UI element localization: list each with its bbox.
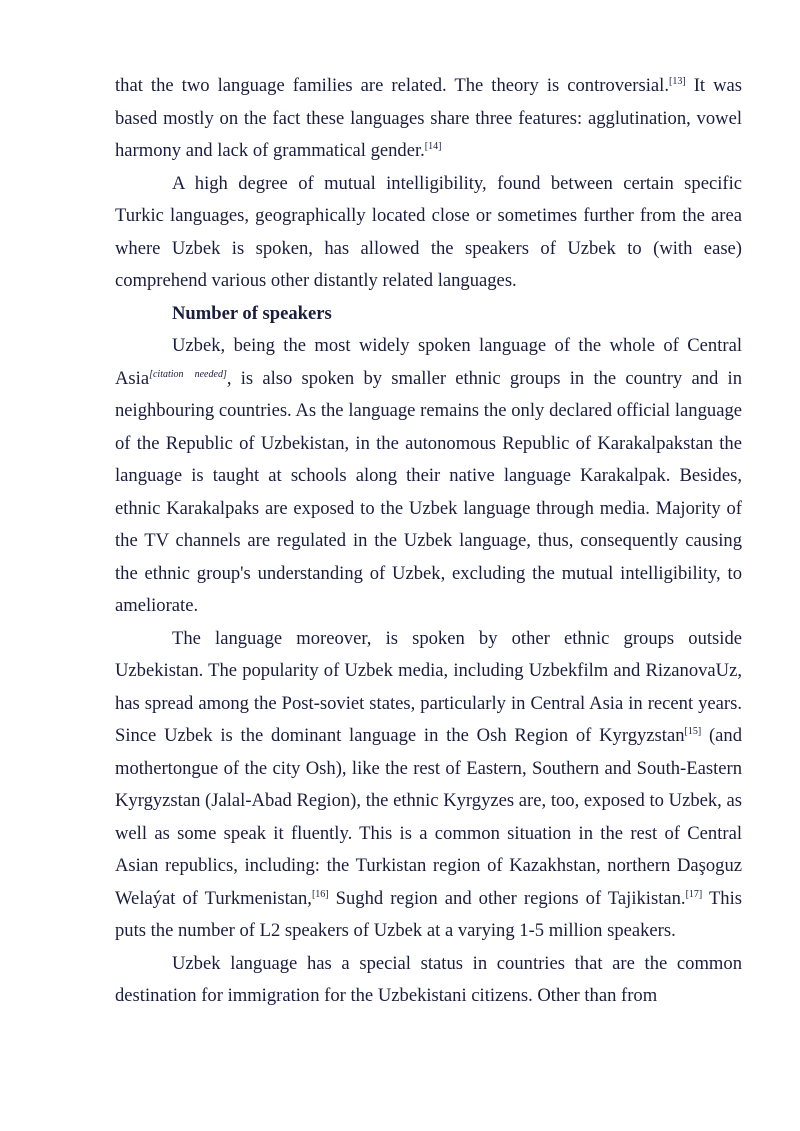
reference-17[interactable]: [17] [685, 888, 703, 900]
paragraph-central-asia: Uzbek, being the most widely spoken language of the whole of Central Asia[citation needed], is also spoken by smaller ethnic groups in the country and in neighbouring countries. As the language remains the only declared official language of the Republic of Uzbekistan, in the autonomous Republic of Karakalpakstan the language is taught at schools along their native language Karakalpak. Besides, ethnic Karakalpaks are exposed to the Uzbek language through media. Majority of the TV channels are regulated in the Uzbek language, thus, consequently causing the ethnic group's understanding of Uzbek, excluding the mutual intelligibility, to ameliorate. [115, 335, 742, 616]
reference-16[interactable]: [16] [311, 888, 329, 900]
citation-needed-tag[interactable]: [citation needed] [149, 368, 227, 380]
reference-13[interactable]: [13] [668, 76, 686, 87]
document-page [115, 70, 742, 1013]
reference-14[interactable]: [14] [424, 141, 442, 152]
reference-15[interactable]: [15] [684, 726, 702, 737]
section-heading-number-of-speakers: Number of speakers [172, 302, 332, 324]
paragraph-mutual-intelligibility: A high degree of mutual intelligibility, found between certain specific Turkic languages, geographically located close or sometimes further from the area where Uzbek is spoken, has allowed the speakers of Uzbek to (with ease) comprehend various other distantly related languages. [115, 172, 742, 291]
paragraph-special-status: Uzbek language has a special status in countries that are the common destination for immigration for the Uzbekistani citizens. Other than from [115, 952, 742, 1006]
paragraph-language-families: that the two language families are related. The theory is controversial.[13] It was based mostly on the fact these languages share three features: agglutination, vowel harmony and lack of grammatical gender.[14] [115, 75, 743, 161]
paragraph-outside-uzbekistan: The language moreover, is spoken by other ethnic groups outside Uzbekistan. The popularity of Uzbek media, including Uzbekfilm and RizanovaUz, has spread among the Post-soviet states, particularly in Central Asia in recent years. Since Uzbek is the dominant language in the Osh Region of Kyrgyzstan[15] (and mothertongue of the city Osh), like the rest of Eastern, Southern and South-Eastern Kyrgyzstan (Jalal-Abad Region), the ethnic Kyrgyzes are, too, exposed to Uzbek, as well as some speak it fluently. This is a common situation in the rest of Central Asian republics, including: the Turkistan region of Kazakhstan, northern Daşoguz Welaýat of Turkmenistan,[16] Sughd region and other regions of Tajikistan.[17] This puts the number of L2 speakers of Uzbek at a varying 1-5 million speakers. [115, 627, 743, 941]
